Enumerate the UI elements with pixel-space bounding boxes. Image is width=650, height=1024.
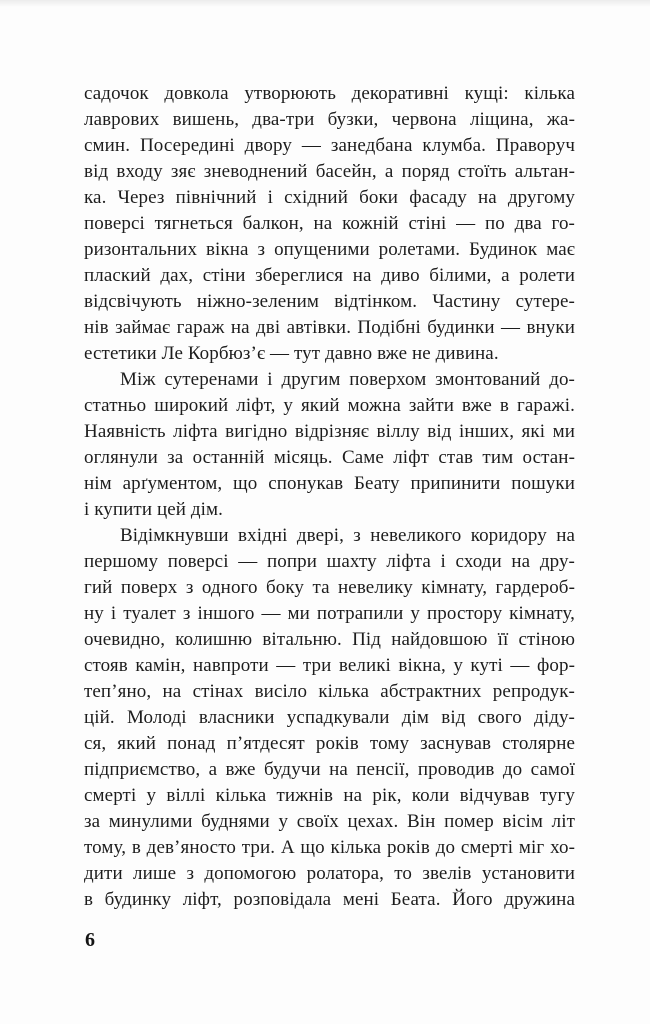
paragraph: [84, 367, 575, 523]
text-line: нім арґументом, що спонукав Беату припинити пошуки: [84, 473, 575, 494]
page-number: 6: [85, 929, 95, 951]
text-line: Відімкнувши вхідні двері, з невеликого коридору на: [120, 525, 575, 546]
text-line: смерті у віллі кілька тижнів на рік, коли відчував тугу: [84, 785, 575, 806]
text-line: дити лише з допомогою ролатора, то звелів установити: [84, 863, 575, 884]
text-line: підприємство, а вже будучи на пенсії, проводив до самої: [84, 759, 575, 780]
text-line: цій. Молоді власники успадкували дім від свого діду-: [84, 707, 575, 728]
paragraph: [84, 523, 575, 913]
page-text-block: [84, 81, 575, 913]
text-line: нів займає гараж на дві автівки. Подібні будинки — внуки: [84, 317, 575, 338]
text-line: відсвічують ніжно-зеленим відтінком. Частину сутере-: [84, 291, 575, 312]
text-line: очевидно, колишню вітальню. Під найдовшою її стіною: [84, 629, 575, 650]
text-line: поверсі тягнеться балкон, на кожній стіні — по два го-: [84, 213, 575, 234]
text-line: Наявність ліфта вигідно відрізняє віллу від інших, які ми: [84, 421, 575, 442]
text-line: статньо широкий ліфт, у який можна зайти вже в гаражі.: [84, 395, 575, 416]
text-line: ка. Через північний і східний боки фасаду на другому: [84, 187, 575, 208]
text-line: садочок довкола утворюють декоративні кущі: кілька: [84, 83, 575, 104]
text-line: за минулими буднями у своїх цехах. Він помер вісім літ: [84, 811, 575, 832]
text-line: лаврових вишень, два-три бузки, червона ліщина, жа-: [84, 109, 575, 130]
text-line: стояв камін, навпроти — три великі вікна, у куті — фор-: [84, 655, 575, 676]
text-line: ну і туалет з іншого — ми потрапили у простору кімнату,: [84, 603, 575, 624]
text-line: ся, який понад п’ятдесят років тому заснував столярне: [84, 733, 575, 754]
text-line: першому поверсі — попри шахту ліфта і сходи на дру-: [84, 551, 575, 572]
text-line: і купити цей дім.: [84, 499, 223, 520]
text-line: Між сутеренами і другим поверхом змонтований до-: [120, 369, 575, 390]
text-line: гий поверх з одного боку та невелику кімнату, гардероб-: [84, 577, 575, 598]
text-line: оглянули за останній місяць. Саме ліфт став тим остан-: [84, 447, 575, 468]
text-line: смин. Посередині двору — занедбана клумба. Праворуч: [84, 135, 575, 156]
text-line: від входу зяє зневоднений басейн, а поряд стоїть альтан-: [84, 161, 575, 182]
text-line: ризонтальних вікна з опущеними ролетами. Будинок має: [84, 239, 575, 260]
text-line: плаский дах, стіни збереглися на диво білими, а ролети: [84, 265, 575, 286]
text-line: теп’яно, на стінах висіло кілька абстрактних репродук-: [84, 681, 575, 702]
text-line: в будинку ліфт, розповідала мені Беата. Його дружина: [84, 889, 575, 910]
text-line: естетики Ле Корбюз’є — тут давно вже не дивина.: [84, 343, 499, 364]
text-line: тому, в дев’яносто три. А що кілька років до смерті міг хо-: [84, 837, 575, 858]
paragraph: [84, 81, 575, 367]
